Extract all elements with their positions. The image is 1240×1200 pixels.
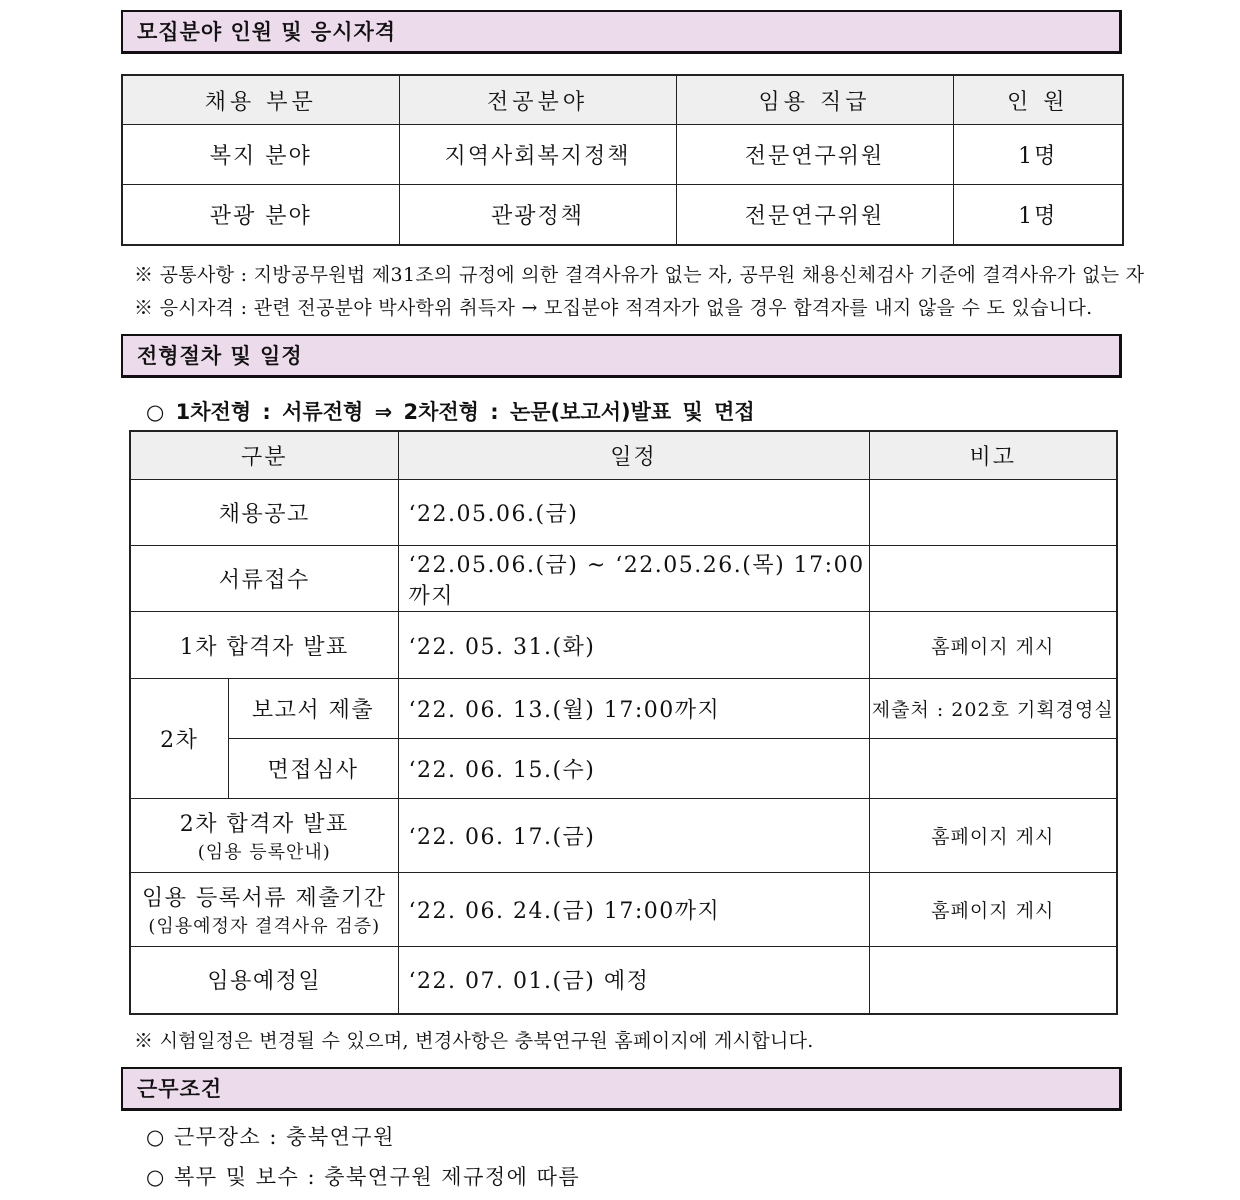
- cell-label: 서류접수: [130, 546, 398, 612]
- cell-group-second: 2차: [130, 679, 228, 799]
- label-sub: (임용예정자 결격사유 검증): [148, 916, 381, 937]
- cell-label: 임용예정일: [130, 947, 398, 1014]
- cell-date: ‘22. 06. 17.(금): [398, 799, 869, 873]
- cell-note: [869, 947, 1117, 1014]
- table-row: [130, 739, 1117, 799]
- header-category: 구분: [130, 431, 398, 480]
- table-header-row: [122, 75, 1123, 125]
- cell-rank: 전문연구위원: [676, 125, 953, 185]
- cell-major: 지역사회복지정책: [399, 125, 676, 185]
- table-row: [130, 679, 1117, 739]
- cell-rank: 전문연구위원: [676, 185, 953, 246]
- section-title-work: 근무조건: [121, 1067, 1122, 1111]
- label-sub: (임용 등록안내): [197, 842, 331, 863]
- header-rank: 임용 직급: [676, 75, 953, 125]
- label-main: 2차 합격자 발표: [179, 812, 349, 837]
- label-main: 임용 등록서류 제출기간: [142, 886, 387, 911]
- section-title-recruit: 모집분야 인원 및 응시자격: [121, 10, 1122, 54]
- section-title-process: 전형절차 및 일정: [121, 334, 1122, 378]
- schedule-table: [129, 430, 1118, 1015]
- cell-date: ‘22. 06. 24.(금) 17:00까지: [398, 873, 869, 947]
- note-schedule-change: ※ 시험일정은 변경될 수 있으며, 변경사항은 충북연구원 홈페이지에 게시합니다.: [134, 1030, 814, 1052]
- cell-label: 1차 합격자 발표: [130, 612, 398, 679]
- cell-note: [869, 480, 1117, 546]
- cell-note: [869, 739, 1117, 799]
- header-remarks: 비고: [869, 431, 1117, 480]
- header-schedule: 일정: [398, 431, 869, 480]
- table-row: [122, 125, 1123, 185]
- cell-major: 관광정책: [399, 185, 676, 246]
- table-row: [122, 185, 1123, 246]
- cell-label: [130, 873, 398, 947]
- cell-date: ‘22. 07. 01.(금) 예정: [398, 947, 869, 1014]
- table-row: [130, 873, 1117, 947]
- cell-note: [869, 546, 1117, 612]
- cell-note: 홈페이지 게시: [869, 799, 1117, 873]
- cell-label: 보고서 제출: [228, 679, 398, 739]
- cell-count: 1명: [953, 125, 1123, 185]
- recruit-table: [121, 74, 1124, 246]
- process-summary: ○ 1차전형 : 서류전형 ⇒ 2차전형 : 논문(보고서)발표 및 면접: [146, 400, 755, 424]
- note-qualification: ※ 응시자격 : 관련 전공분야 박사학위 취득자 → 모집분야 적격자가 없을 경우 합격자를 내지 않을 수 도 있습니다.: [134, 297, 1093, 319]
- header-major: 전공분야: [399, 75, 676, 125]
- header-department: 채용 부문: [122, 75, 399, 125]
- cell-note: 홈페이지 게시: [869, 612, 1117, 679]
- cell-count: 1명: [953, 185, 1123, 246]
- table-header-row: [130, 431, 1117, 480]
- cell-label: 채용공고: [130, 480, 398, 546]
- cell-date: ‘22. 06. 15.(수): [398, 739, 869, 799]
- cell-date: ‘22.05.06.(금): [398, 480, 869, 546]
- cell-department: 복지 분야: [122, 125, 399, 185]
- cell-label: [130, 799, 398, 873]
- cell-date: ‘22.05.06.(금) ~ ‘22.05.26.(목) 17:00까지: [398, 546, 869, 612]
- note-common: ※ 공통사항 : 지방공무원법 제31조의 규정에 의한 결격사유가 없는 자, 공무원 채용신체검사 기준에 결격사유가 없는 자: [134, 264, 1145, 286]
- header-count: 인 원: [953, 75, 1123, 125]
- table-row: [130, 799, 1117, 873]
- work-pay: ○ 복무 및 보수 : 충북연구원 제규정에 따름: [146, 1165, 581, 1189]
- table-row: [130, 480, 1117, 546]
- cell-date: ‘22. 05. 31.(화): [398, 612, 869, 679]
- cell-date: ‘22. 06. 13.(월) 17:00까지: [398, 679, 869, 739]
- cell-department: 관광 분야: [122, 185, 399, 246]
- cell-note: 홈페이지 게시: [869, 873, 1117, 947]
- table-row: [130, 612, 1117, 679]
- cell-note: 제출처 : 202호 기획경영실: [869, 679, 1117, 739]
- cell-label: 면접심사: [228, 739, 398, 799]
- table-row: [130, 546, 1117, 612]
- table-row: [130, 947, 1117, 1014]
- work-place: ○ 근무장소 : 충북연구원: [146, 1125, 395, 1149]
